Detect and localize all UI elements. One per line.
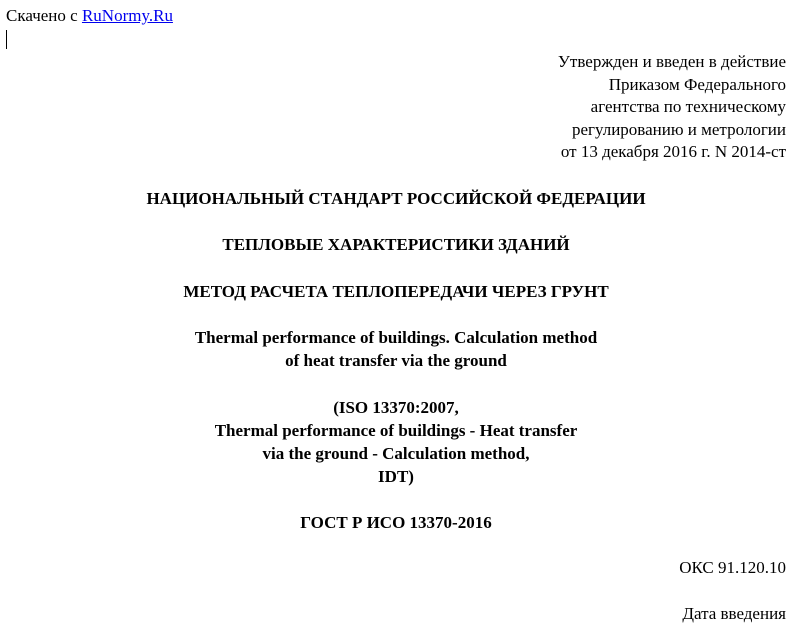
iso-reference-line-4: IDT) [378,467,414,486]
english-title-line-2: of heat transfer via the ground [285,351,507,370]
approval-line: от 13 декабря 2016 г. N 2014-ст [560,142,786,161]
text-cursor [6,30,7,49]
approval-line: Утвержден и введен в действие [557,52,786,71]
download-source-prefix: Скачено с [6,6,82,25]
iso-reference-line-2: Thermal performance of buildings - Heat transfer [214,421,578,440]
english-title-line-1: Thermal performance of buildings. Calculation method [194,328,598,347]
runormy-link[interactable]: RuNormy.Ru [81,6,173,25]
approval-line: регулированию и метрологии [571,119,786,139]
approval-line: Приказом Федерального [608,74,786,94]
iso-reference-line-3: via the ground - Calculation method, [262,444,530,463]
approval-block [558,51,786,164]
subject-heading: ТЕПЛОВЫЕ ХАРАКТЕРИСТИКИ ЗДАНИЙ [222,235,570,254]
national-standard-heading: НАЦИОНАЛЬНЫЙ СТАНДАРТ РОССИЙСКОЙ ФЕДЕРАЦИИ [146,189,646,208]
method-heading: МЕТОД РАСЧЕТА ТЕПЛОПЕРЕДАЧИ ЧЕРЕЗ ГРУНТ [183,282,609,301]
oks-code: ОКС 91.120.10 [679,558,786,577]
introduction-date-label: Дата введения [682,604,786,623]
approval-line: агентства по техническому [590,97,786,116]
iso-reference-line-1: (ISO 13370:2007, [333,398,459,417]
gost-number: ГОСТ Р ИСО 13370-2016 [300,513,492,532]
download-source [6,5,173,27]
